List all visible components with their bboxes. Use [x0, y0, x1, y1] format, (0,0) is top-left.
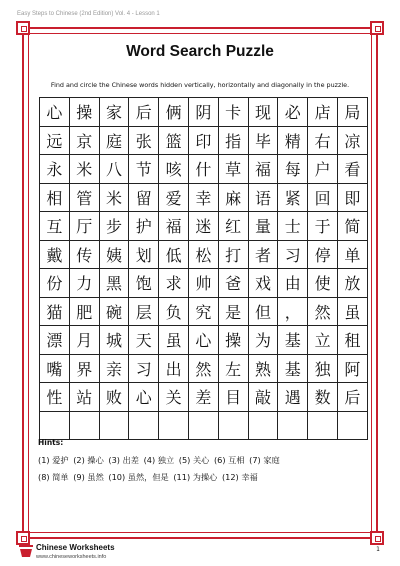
grid-cell[interactable]: 八 — [100, 155, 130, 184]
word-search-grid — [39, 97, 368, 440]
grid-cell[interactable]: 松 — [189, 241, 219, 270]
grid-cell[interactable]: 然 — [189, 355, 219, 384]
grid-cell[interactable]: 单 — [338, 241, 368, 270]
grid-cell[interactable]: 心 — [129, 383, 159, 412]
grid-cell[interactable]: 界 — [70, 355, 100, 384]
grid-cell[interactable]: ， — [278, 298, 308, 327]
grid-cell[interactable]: 城 — [100, 326, 130, 355]
grid-cell[interactable]: 语 — [249, 184, 279, 213]
grid-cell[interactable]: 打 — [219, 241, 249, 270]
grid-cell[interactable]: 阴 — [189, 98, 219, 127]
grid-cell[interactable]: 帅 — [189, 269, 219, 298]
grid-cell[interactable]: 印 — [189, 127, 219, 156]
grid-cell[interactable]: 由 — [278, 269, 308, 298]
grid-cell[interactable]: 米 — [70, 155, 100, 184]
grid-cell[interactable]: 操 — [70, 98, 100, 127]
grid-cell[interactable]: 左 — [219, 355, 249, 384]
grid-cell[interactable]: 店 — [308, 98, 338, 127]
grid-cell-empty — [70, 412, 100, 441]
grid-cell[interactable]: 毕 — [249, 127, 279, 156]
grid-cell[interactable]: 力 — [70, 269, 100, 298]
grid-cell[interactable]: 性 — [40, 383, 70, 412]
grid-cell[interactable]: 永 — [40, 155, 70, 184]
grid-cell[interactable]: 但 — [249, 298, 279, 327]
grid-cell[interactable]: 关 — [159, 383, 189, 412]
page-header: Easy Steps to Chinese (2nd Edition) Vol. 4 - Lesson 1 — [17, 11, 160, 17]
grid-cell[interactable]: 回 — [308, 184, 338, 213]
grid-cell[interactable]: 虽 — [338, 298, 368, 327]
grid-cell[interactable]: 俩 — [159, 98, 189, 127]
hints-label: Hints: — [38, 438, 64, 447]
grid-cell[interactable]: 右 — [308, 127, 338, 156]
grid-cell[interactable]: 爱 — [159, 184, 189, 213]
grid-cell-empty — [189, 412, 219, 441]
grid-cell[interactable]: 远 — [40, 127, 70, 156]
grid-cell[interactable]: 嘴 — [40, 355, 70, 384]
grid-cell[interactable]: 凉 — [338, 127, 368, 156]
hint-item: (11) 为操心 — [173, 472, 218, 482]
grid-cell[interactable]: 局 — [338, 98, 368, 127]
instructions: Find and circle the Chinese words hidden vertically, horizontally and diagonally in the puzzle. — [50, 81, 350, 89]
grid-cell[interactable]: 戴 — [40, 241, 70, 270]
grid-cell[interactable]: 红 — [219, 212, 249, 241]
grid-cell[interactable]: 米 — [100, 184, 130, 213]
hint-item: (2) 操心 — [73, 455, 104, 465]
grid-cell-empty — [100, 412, 130, 441]
grid-cell[interactable]: 福 — [249, 155, 279, 184]
grid-cell[interactable]: 户 — [308, 155, 338, 184]
grid-cell[interactable]: 敲 — [249, 383, 279, 412]
grid-cell[interactable]: 习 — [278, 241, 308, 270]
grid-cell[interactable]: 简 — [338, 212, 368, 241]
grid-cell[interactable]: 猫 — [40, 298, 70, 327]
grid-cell[interactable]: 张 — [129, 127, 159, 156]
page-title: Word Search Puzzle — [126, 43, 274, 60]
hint-line — [38, 469, 368, 486]
grid-cell[interactable]: 草 — [219, 155, 249, 184]
hint-item: (4) 独立 — [143, 455, 175, 465]
grid-cell[interactable]: 福 — [159, 212, 189, 241]
grid-cell[interactable]: 熟 — [249, 355, 279, 384]
grid-cell[interactable]: 黑 — [100, 269, 130, 298]
grid-cell[interactable]: 败 — [100, 383, 130, 412]
chinese-worksheets-logo — [19, 545, 33, 557]
grid-cell[interactable]: 亲 — [100, 355, 130, 384]
frame-corner-top-left — [16, 21, 30, 35]
grid-cell[interactable]: 月 — [70, 326, 100, 355]
hint-item: (10) 虽然，但是 — [108, 472, 169, 482]
grid-cell-empty — [129, 412, 159, 441]
frame-corner-top-right — [370, 21, 384, 35]
grid-cell[interactable]: 求 — [159, 269, 189, 298]
grid-cell[interactable]: 量 — [249, 212, 279, 241]
grid-cell[interactable]: 传 — [70, 241, 100, 270]
grid-cell[interactable]: 立 — [308, 326, 338, 355]
grid-cell-empty — [40, 412, 70, 441]
hints-list — [38, 452, 368, 486]
hint-line — [38, 452, 368, 469]
grid-cell[interactable]: 士 — [278, 212, 308, 241]
grid-cell[interactable]: 漂 — [40, 326, 70, 355]
grid-cell[interactable]: 节 — [129, 155, 159, 184]
grid-cell[interactable]: 碗 — [100, 298, 130, 327]
grid-cell[interactable]: 厅 — [70, 212, 100, 241]
grid-cell[interactable]: 天 — [129, 326, 159, 355]
grid-cell[interactable]: 精 — [278, 127, 308, 156]
hint-item: (5) 关心 — [178, 455, 210, 465]
grid-cell[interactable]: 数 — [308, 383, 338, 412]
grid-cell[interactable]: 每 — [278, 155, 308, 184]
grid-cell-empty — [278, 412, 308, 441]
grid-cell[interactable]: 站 — [70, 383, 100, 412]
grid-cell[interactable]: 麻 — [219, 184, 249, 213]
grid-cell-empty — [338, 412, 368, 441]
grid-cell[interactable]: 究 — [189, 298, 219, 327]
hint-item: (9) 虽然 — [73, 472, 104, 482]
grid-cell[interactable]: 心 — [189, 326, 219, 355]
grid-cell[interactable]: 虽 — [159, 326, 189, 355]
grid-cell[interactable]: 租 — [338, 326, 368, 355]
grid-cell[interactable]: 互 — [40, 212, 70, 241]
grid-cell[interactable]: 基 — [278, 326, 308, 355]
grid-cell[interactable]: 戏 — [249, 269, 279, 298]
grid-cell-empty — [308, 412, 338, 441]
grid-cell[interactable]: 庭 — [100, 127, 130, 156]
grid-cell[interactable]: 于 — [308, 212, 338, 241]
grid-cell[interactable]: 然 — [308, 298, 338, 327]
grid-cell[interactable]: 幸 — [189, 184, 219, 213]
hint-item: (7) 家庭 — [249, 455, 280, 465]
grid-cell[interactable]: 家 — [100, 98, 130, 127]
hint-item: (8) 简单 — [38, 472, 69, 482]
grid-cell[interactable]: 步 — [100, 212, 130, 241]
grid-cell[interactable]: 什 — [189, 155, 219, 184]
grid-cell[interactable]: 放 — [338, 269, 368, 298]
grid-cell[interactable]: 即 — [338, 184, 368, 213]
grid-cell[interactable]: 篮 — [159, 127, 189, 156]
hint-item: (6) 互相 — [213, 455, 245, 465]
grid-cell[interactable]: 咳 — [159, 155, 189, 184]
grid-cell[interactable]: 习 — [129, 355, 159, 384]
grid-cell[interactable]: 指 — [219, 127, 249, 156]
page-number: 1 — [376, 546, 380, 553]
grid-cell[interactable]: 负 — [159, 298, 189, 327]
grid-cell[interactable]: 护 — [129, 212, 159, 241]
grid-cell[interactable]: 为 — [249, 326, 279, 355]
grid-cell[interactable]: 操 — [219, 326, 249, 355]
grid-cell[interactable]: 差 — [189, 383, 219, 412]
grid-cell[interactable]: 管 — [70, 184, 100, 213]
grid-cell[interactable]: 划 — [129, 241, 159, 270]
grid-cell[interactable]: 目 — [219, 383, 249, 412]
grid-cell[interactable]: 相 — [40, 184, 70, 213]
grid-cell[interactable]: 紧 — [278, 184, 308, 213]
grid-cell-empty — [159, 412, 189, 441]
grid-cell[interactable]: 看 — [338, 155, 368, 184]
grid-cell[interactable]: 出 — [159, 355, 189, 384]
grid-cell[interactable]: 姨 — [100, 241, 130, 270]
grid-cell[interactable]: 基 — [278, 355, 308, 384]
grid-cell[interactable]: 留 — [129, 184, 159, 213]
grid-cell[interactable]: 者 — [249, 241, 279, 270]
grid-cell[interactable]: 肥 — [70, 298, 100, 327]
frame-corner-bottom-right — [370, 531, 384, 545]
grid-cell[interactable]: 卡 — [219, 98, 249, 127]
footer-url[interactable]: www.chineseworksheets.info — [36, 554, 107, 560]
grid-cell[interactable]: 遇 — [278, 383, 308, 412]
hint-item: (12) 幸福 — [221, 472, 258, 482]
grid-cell[interactable]: 京 — [70, 127, 100, 156]
grid-cell[interactable]: 使 — [308, 269, 338, 298]
grid-cell[interactable]: 现 — [249, 98, 279, 127]
grid-cell[interactable]: 饱 — [129, 269, 159, 298]
grid-cell[interactable]: 后 — [338, 383, 368, 412]
grid-cell[interactable]: 是 — [219, 298, 249, 327]
grid-cell[interactable]: 低 — [159, 241, 189, 270]
footer-brand-name: Chinese Worksheets — [36, 543, 115, 552]
grid-cell[interactable]: 份 — [40, 269, 70, 298]
hint-item: (3) 出差 — [108, 455, 139, 465]
grid-cell[interactable]: 心 — [40, 98, 70, 127]
grid-cell[interactable]: 层 — [129, 298, 159, 327]
frame-corner-bottom-left — [16, 531, 30, 545]
grid-cell[interactable]: 阿 — [338, 355, 368, 384]
grid-cell[interactable]: 爸 — [219, 269, 249, 298]
grid-cell[interactable]: 后 — [129, 98, 159, 127]
grid-cell[interactable]: 独 — [308, 355, 338, 384]
grid-cell-empty — [249, 412, 279, 441]
hint-item: (1) 爱护 — [38, 455, 69, 465]
grid-cell-empty — [219, 412, 249, 441]
grid-cell[interactable]: 必 — [278, 98, 308, 127]
grid-cell[interactable]: 迷 — [189, 212, 219, 241]
grid-cell[interactable]: 停 — [308, 241, 338, 270]
